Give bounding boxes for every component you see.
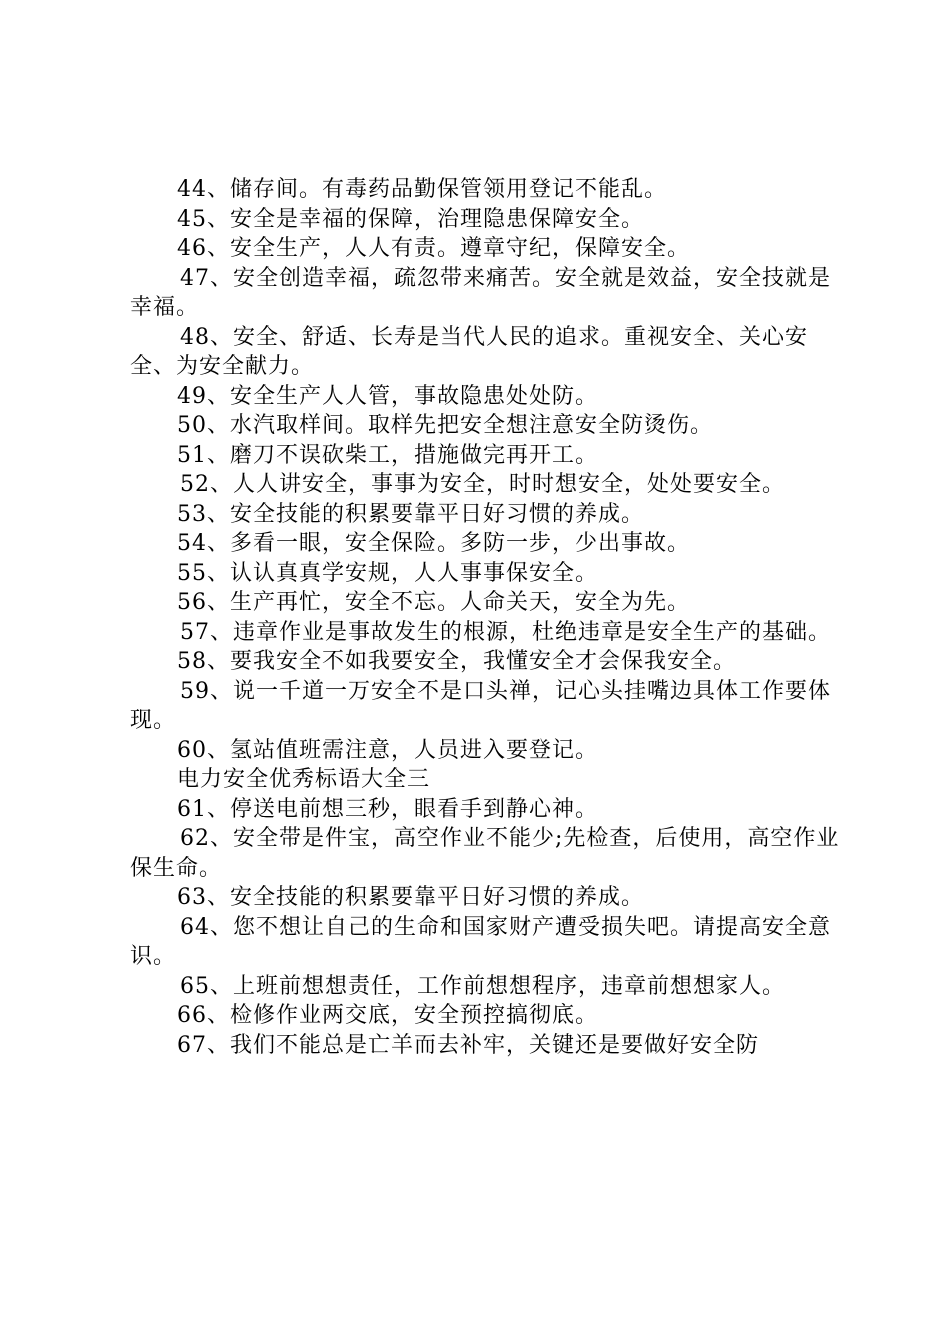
section-heading: 电力安全优秀标语大全三 bbox=[177, 767, 431, 792]
slogan-62: 62、安全带是件宝，高空作业不能少;先检查，后使用，高空作业保生命。 bbox=[130, 826, 840, 881]
slogan-67: 67、我们不能总是亡羊而去补牢，关键还是要做好安全防 bbox=[177, 1032, 759, 1058]
slogan-61: 61、停送电前想三秒，眼看手到静心神。 bbox=[177, 796, 598, 822]
slogan-51: 51、磨刀不误砍柴工，措施做完再开工。 bbox=[177, 442, 598, 468]
slogan-list bbox=[130, 175, 850, 1060]
slogan-52: 52、人人讲安全，事事为安全，时时想安全，处处要安全。 bbox=[180, 472, 785, 497]
slogan-55: 55、认认真真学安规，人人事事保安全。 bbox=[177, 560, 598, 586]
slogan-46: 46、安全生产，人人有责。遵章守纪，保障安全。 bbox=[177, 236, 690, 261]
slogan-65: 65、上班前想想责任，工作前想想程序，违章前想想家人。 bbox=[180, 973, 785, 999]
slogan-56: 56、生产再忙，安全不忘。人命关天，安全为先。 bbox=[177, 590, 690, 615]
slogan-59: 59、说一千道一万安全不是口头禅，记心头挂嘴边具体工作要体现。 bbox=[130, 678, 831, 733]
slogan-48: 48、安全、舒适、长寿是当代人民的追求。重视安全、关心安全、为安全献力。 bbox=[130, 324, 808, 379]
slogan-66: 66、检修作业两交底，安全预控搞彻底。 bbox=[177, 1003, 598, 1028]
slogan-53: 53、安全技能的积累要靠平日好习惯的养成。 bbox=[177, 501, 644, 527]
slogan-58: 58、要我安全不如我要安全，我懂安全才会保我安全。 bbox=[177, 649, 736, 674]
slogan-60: 60、氢站值班需注意，人员进入要登记。 bbox=[177, 737, 598, 763]
slogan-47: 47、安全创造幸福，疏忽带来痛苦。安全就是效益，安全技就是幸福。 bbox=[130, 265, 831, 320]
slogan-57: 57、违章作业是事故发生的根源，杜绝违章是安全生产的基础。 bbox=[180, 619, 831, 645]
slogan-54: 54、多看一眼，安全保险。多防一步，少出事故。 bbox=[177, 531, 690, 556]
slogan-44: 44、储存间。有毒药品勤保管领用登记不能乱。 bbox=[177, 177, 667, 202]
slogan-45: 45、安全是幸福的保障，治理隐患保障安全。 bbox=[177, 206, 644, 232]
slogan-63: 63、安全技能的积累要靠平日好习惯的养成。 bbox=[177, 885, 644, 910]
slogan-50: 50、水汽取样间。取样先把安全想注意安全防烫伤。 bbox=[177, 413, 713, 438]
slogan-49: 49、安全生产人人管，事故隐患处处防。 bbox=[177, 383, 598, 409]
slogan-64: 64、您不想让自己的生命和国家财产遭受损失吧。请提高安全意识。 bbox=[130, 914, 831, 969]
